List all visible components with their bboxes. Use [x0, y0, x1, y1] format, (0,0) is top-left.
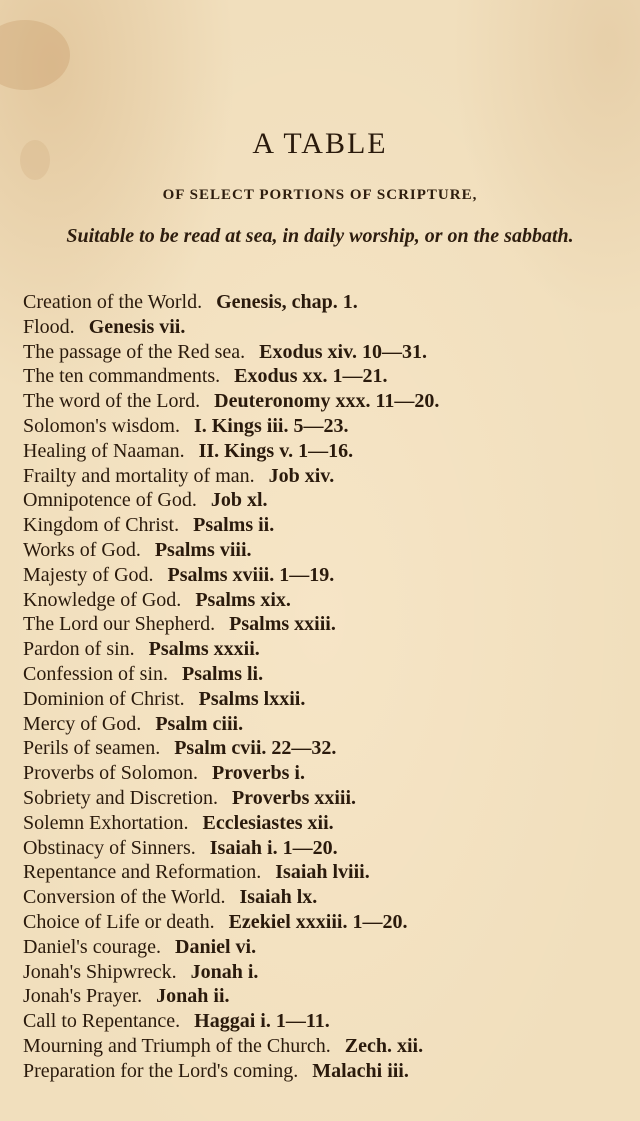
entry-subject: Majesty of God. [23, 563, 154, 586]
entry-reference: Daniel vi. [175, 935, 257, 958]
entry-subject: Jonah's Prayer. [23, 985, 143, 1008]
table-row [23, 389, 623, 414]
entry-subject: The word of the Lord. [23, 390, 201, 413]
entry-reference: Proverbs xxiii. [231, 786, 357, 809]
entry-reference: Jonah i. [190, 960, 259, 983]
table-row [23, 860, 623, 885]
entry-subject: Dominion of Christ. [23, 687, 185, 710]
entry-subject: Proverbs of Solomon. [23, 762, 198, 785]
entry-reference: Proverbs i. [212, 762, 305, 785]
entry-reference: Psalms viii. [154, 538, 252, 561]
entry-reference: Exodus xx. 1—21. [234, 365, 388, 388]
entry-reference: Psalms li. [182, 662, 264, 685]
entry-reference: Job xiv. [268, 464, 335, 487]
page-subtitle: OF SELECT PORTIONS OF SCRIPTURE, [162, 187, 478, 203]
entry-subject: Solemn Exhortation. [23, 811, 189, 834]
table-row [23, 1034, 623, 1059]
entry-subject: Preparation for the Lord's coming. [23, 1059, 299, 1082]
table-row [23, 935, 623, 960]
table-row [23, 910, 623, 935]
entry-reference: Isaiah lviii. [275, 861, 370, 884]
entry-reference: Genesis vii. [88, 315, 186, 338]
entry-subject: Mourning and Triumph of the Church. [23, 1034, 331, 1057]
entry-subject: Frailty and mortality of man. [23, 464, 255, 487]
entry-subject: Choice of Life or death. [23, 910, 215, 933]
entry-reference: Ezekiel xxxiii. 1—20. [228, 910, 408, 933]
entry-subject: Perils of seamen. [23, 737, 161, 760]
entry-reference: Genesis, chap. 1. [216, 291, 358, 313]
table-row [23, 786, 623, 811]
entry-reference: II. Kings v. 1—16. [198, 439, 354, 462]
table-row [23, 885, 623, 910]
entry-subject: Pardon of sin. [23, 638, 135, 661]
entry-subject: Kingdom of Christ. [23, 514, 180, 537]
table-row [23, 414, 623, 439]
entry-subject: Sobriety and Discretion. [23, 786, 218, 809]
table-row [23, 761, 623, 786]
entry-reference: Ecclesiastes xii. [202, 811, 334, 834]
table-row [23, 811, 623, 836]
entry-subject: The passage of the Red sea. [23, 340, 246, 363]
entry-reference: I. Kings iii. 5—23. [193, 414, 349, 437]
entry-subject: Call to Repentance. [23, 1010, 181, 1033]
table-row [23, 984, 623, 1009]
entry-reference: Exodus xiv. 10—31. [259, 340, 427, 363]
paper-stain [0, 20, 70, 90]
entry-reference: Jonah ii. [156, 985, 230, 1008]
entry-reference: Zech. xii. [344, 1034, 424, 1057]
entry-reference: Psalms xxxii. [148, 638, 260, 661]
entry-subject: The Lord our Shepherd. [23, 613, 216, 636]
entry-reference: Isaiah lx. [239, 886, 318, 909]
entry-reference: Psalms xix. [195, 588, 291, 611]
entry-subject: Repentance and Reformation. [23, 861, 262, 884]
table-row [23, 315, 623, 340]
entry-subject: Omnipotence of God. [23, 489, 197, 512]
entry-subject: Daniel's courage. [23, 935, 161, 958]
entry-reference: Haggai i. 1—11. [194, 1010, 330, 1033]
entry-reference: Deuteronomy xxx. 11—20. [214, 390, 440, 413]
entry-subject: Solomon's wisdom. [23, 414, 180, 437]
entry-reference: Psalm cvii. 22—32. [174, 737, 337, 760]
scripture-table [23, 290, 623, 1084]
table-row [23, 290, 623, 315]
entry-subject: Knowledge of God. [23, 588, 182, 611]
table-row [23, 538, 623, 563]
entry-subject: Mercy of God. [23, 712, 142, 735]
entry-subject: Creation of the World. [23, 291, 203, 313]
page-title: A TABLE [252, 127, 388, 160]
table-row [23, 563, 623, 588]
entry-subject: Jonah's Shipwreck. [23, 960, 177, 983]
entry-subject: Obstinacy of Sinners. [23, 836, 196, 859]
entry-reference: Psalm ciii. [155, 712, 244, 735]
table-row [23, 513, 623, 538]
table-row [23, 736, 623, 761]
table-row [23, 488, 623, 513]
entry-reference: Job xl. [210, 489, 268, 512]
usage-note: Suitable to be read at sea, in daily worship, or on the sabbath. [66, 225, 574, 247]
entry-reference: Psalms xviii. 1—19. [167, 563, 335, 586]
entry-subject: Flood. [23, 315, 75, 338]
entry-reference: Psalms lxxii. [198, 687, 306, 710]
table-row [23, 588, 623, 613]
table-row [23, 836, 623, 861]
table-row [23, 662, 623, 687]
entry-subject: Works of God. [23, 538, 141, 561]
table-row [23, 612, 623, 637]
table-row [23, 637, 623, 662]
entry-reference: Isaiah i. 1—20. [209, 836, 338, 859]
entry-reference: Malachi iii. [312, 1059, 409, 1082]
entry-reference: Psalms xxiii. [229, 613, 336, 636]
entry-subject: The ten commandments. [23, 365, 221, 388]
table-row [23, 712, 623, 737]
table-row [23, 364, 623, 389]
table-row [23, 464, 623, 489]
entry-subject: Conversion of the World. [23, 886, 226, 909]
table-row [23, 340, 623, 365]
entry-reference: Psalms ii. [193, 514, 275, 537]
entry-subject: Confession of sin. [23, 662, 168, 685]
table-row [23, 687, 623, 712]
table-row [23, 1009, 623, 1034]
table-row [23, 1059, 623, 1084]
entry-subject: Healing of Naaman. [23, 439, 185, 462]
table-row [23, 439, 623, 464]
table-row [23, 960, 623, 985]
